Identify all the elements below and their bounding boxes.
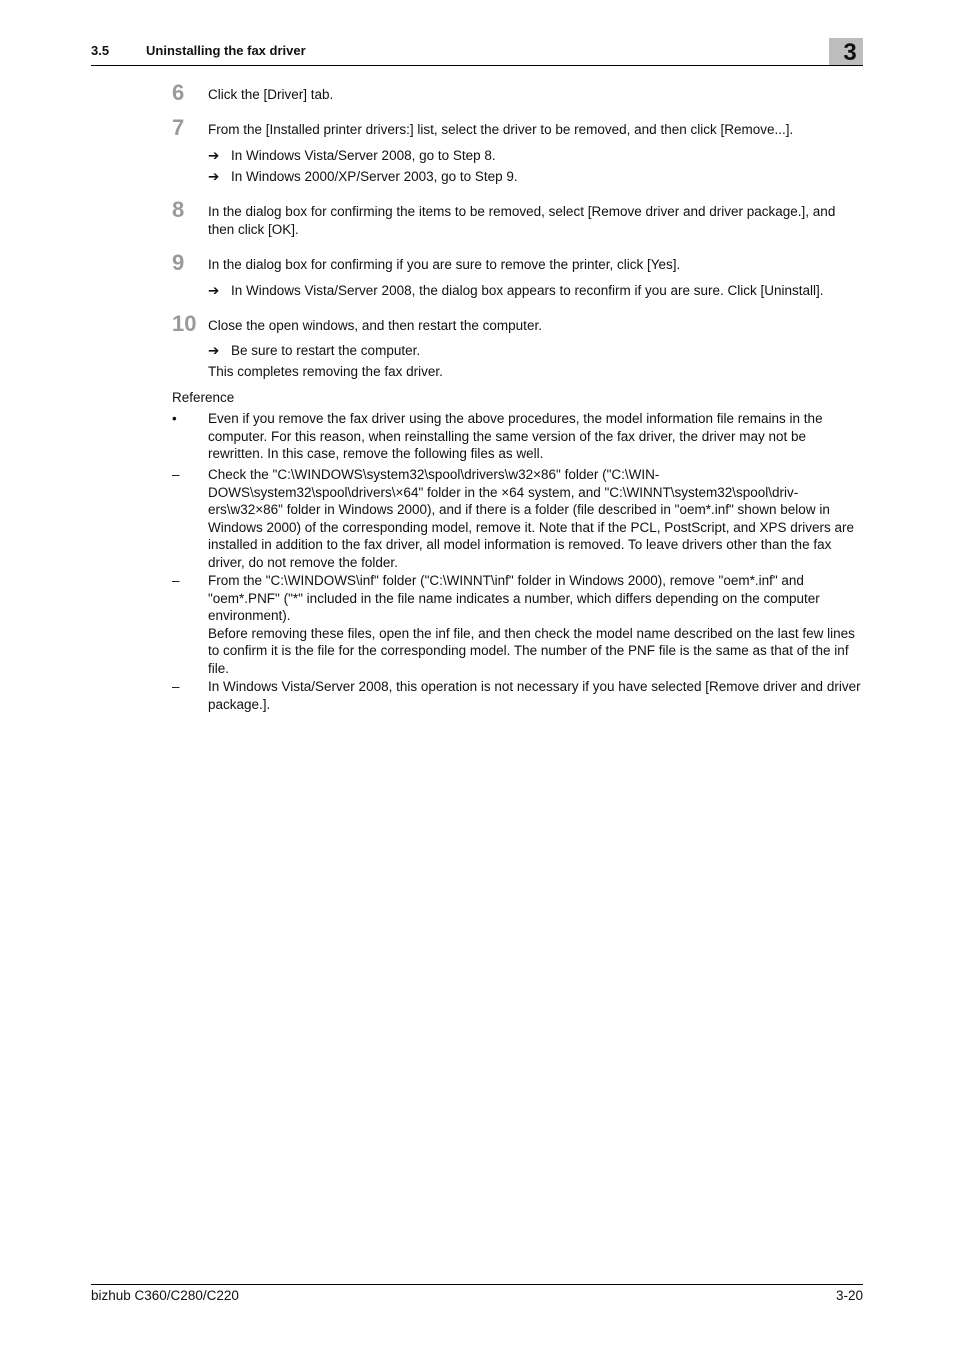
- step-number: 6: [172, 80, 185, 105]
- note-text: In Windows Vista/Server 2008, go to Step 8.: [231, 148, 496, 163]
- reference-dash-text: Check the "C:\WINDOWS\system32\spool\drivers\w32×86" folder ("C:\WIN-DOWS\system32\spool\drivers\×64" folder in the ×64 system, and "C:\WINNT\system32\spool\driv-ers\w32×86" folder in Windows 2000), and if there is a folder (file described in "oem*.inf" shown below in Windows 2000) of the corresponding model, remove it. Note that if the PCL, PostScript, and XPS drivers are installed in addition to the fax driver, all model information is removed. To leave drivers other than the fax driver, do not remove the folder.: [208, 467, 855, 570]
- step-number: 10: [172, 311, 197, 336]
- step-note: [208, 147, 868, 165]
- note-text: In Windows Vista/Server 2008, the dialog box appears to reconfirm if you are sure. Click [Uninstall].: [231, 283, 824, 298]
- reference-dash-text: Before removing these files, open the inf file, and then check the model name described on the last few lines to confirm it is the file for the corresponding model. The number of the PNF file is the same as that of the inf file.: [208, 625, 855, 676]
- step-text: In the dialog box for confirming if you are sure to remove the printer, click [Yes].: [208, 257, 681, 272]
- step-number: 8: [172, 197, 185, 222]
- dash-marker: –: [172, 679, 180, 694]
- section-title: Uninstalling the fax driver: [146, 43, 306, 58]
- dash-marker: –: [172, 573, 180, 588]
- step-text: Click the [Driver] tab.: [208, 87, 334, 102]
- page-number: 3-20: [835, 1288, 863, 1303]
- product-name: bizhub C360/C280/C220: [91, 1288, 239, 1303]
- step-text: From the [Installed printer drivers:] list, select the driver to be removed, and then click [Remove...].: [208, 122, 794, 137]
- step-note: [208, 168, 868, 186]
- step-note: [208, 342, 868, 360]
- header-divider: [91, 65, 863, 66]
- note-text: Be sure to restart the computer.: [231, 343, 421, 358]
- reference-title: Reference: [172, 390, 235, 405]
- page-header: [91, 38, 863, 66]
- page-footer: [91, 1284, 863, 1305]
- chapter-number: 3: [843, 38, 857, 66]
- step-number: 7: [172, 115, 185, 140]
- arrow-icon: ➔: [208, 343, 220, 358]
- arrow-icon: ➔: [208, 148, 220, 163]
- note-text: In Windows 2000/XP/Server 2003, go to Step 9.: [231, 169, 518, 184]
- arrow-icon: ➔: [208, 283, 220, 298]
- chapter-badge: [829, 38, 863, 65]
- arrow-icon: ➔: [208, 169, 220, 184]
- reference-dash-text: From the "C:\WINDOWS\inf" folder ("C:\WINNT\inf" folder in Windows 2000), remove "oem*.inf" and "oem*.PNF" ("*" included in the file name indicates a number, which differs depending on the computer environment).: [208, 573, 820, 624]
- reference-bullet-text: Even if you remove the fax driver using the above procedures, the model information file remains in the computer. For this reason, when reinstalling the same version of the fax driver, the driver may not be rewritten. In this case, remove the following files as well.: [208, 411, 823, 462]
- reference-dash-text: In Windows Vista/Server 2008, this operation is not necessary if you have selected [Remove driver and driver package.].: [208, 679, 861, 712]
- step-number: 9: [172, 250, 185, 275]
- dash-marker: –: [172, 467, 180, 482]
- bullet-marker: •: [172, 411, 177, 426]
- section-number: 3.5: [91, 43, 110, 58]
- step-text: In the dialog box for confirming the items to be removed, select [Remove driver and driver package.], and then click [OK].: [208, 204, 836, 237]
- completion-text: This completes removing the fax driver.: [208, 364, 443, 379]
- step-note: [208, 282, 868, 300]
- step-text: Close the open windows, and then restart the computer.: [208, 318, 542, 333]
